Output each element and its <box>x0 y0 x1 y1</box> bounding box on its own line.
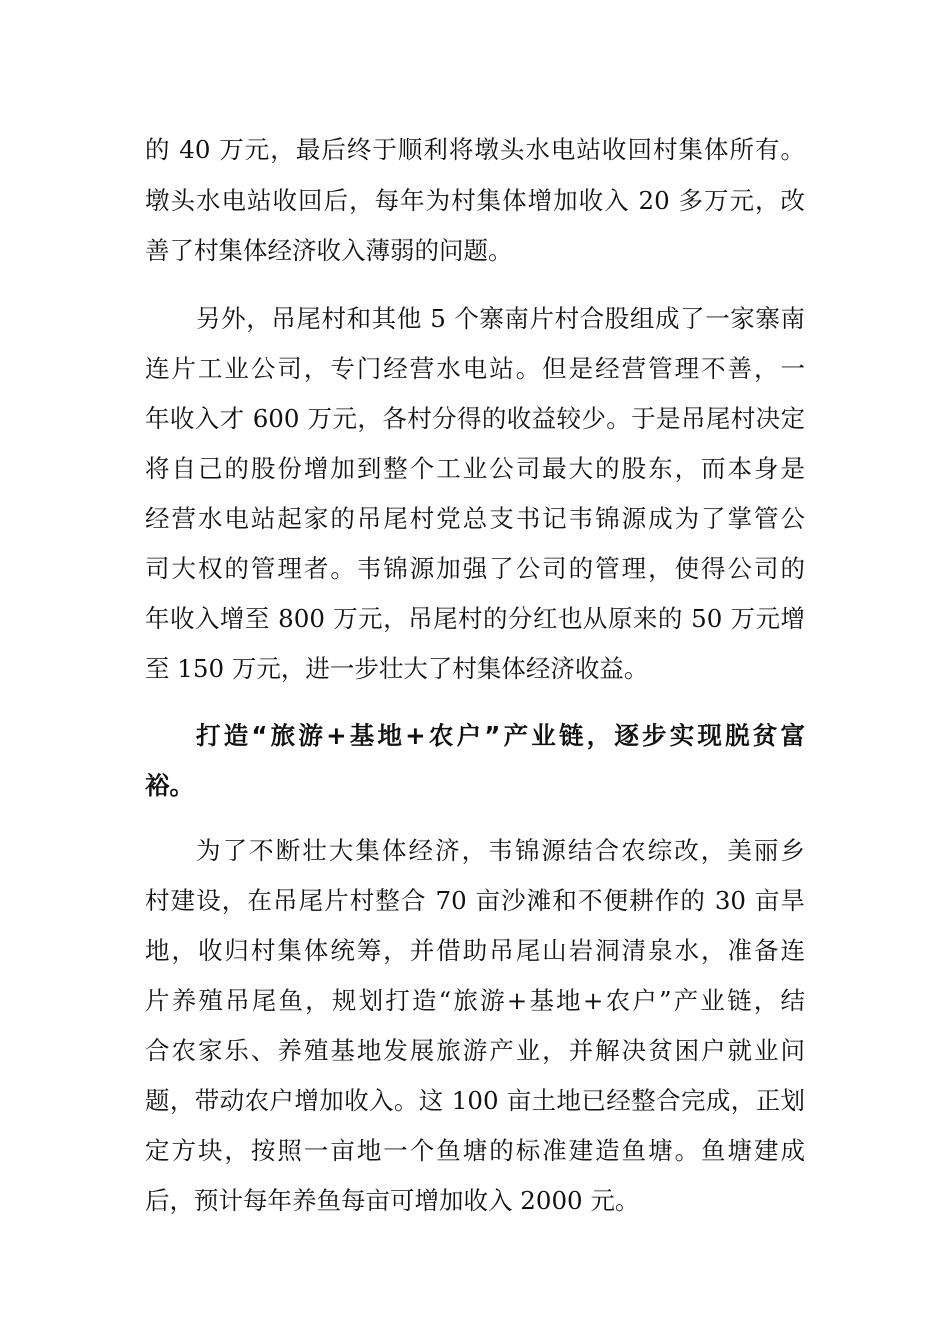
paragraph-3-line-6: 题，带动农户增加收入。这 100 亩土地已经整合完成，正划 <box>145 1086 805 1115</box>
section-heading-line-2: 裕。 <box>145 771 194 800</box>
paragraph-3-line-4: 片养殖吊尾鱼，规划打造“旅游+基地+农户”产业链，结 <box>145 986 805 1015</box>
paragraph-2-line-7: 年收入增至 800 万元，吊尾村的分红也从原来的 50 万元增 <box>145 604 805 633</box>
paragraph-1-line-2: 墩头水电站收回后，每年为村集体增加收入 20 多万元，改 <box>145 186 805 215</box>
paragraph-2-line-2: 连片工业公司，专门经营水电站。但是经营管理不善，一 <box>145 354 805 383</box>
paragraph-3-line-3: 地，收归村集体统筹，并借助吊尾山岩洞清泉水，准备连 <box>145 936 805 965</box>
paragraph-2-line-4: 将自己的股份增加到整个工业公司最大的股东，而本身是 <box>145 454 805 483</box>
paragraph-2-line-3: 年收入才 600 万元，各村分得的收益较少。于是吊尾村决定 <box>145 404 805 433</box>
paragraph-2-line-1: 另外，吊尾村和其他 5 个寨南片村合股组成了一家寨南 <box>196 304 805 333</box>
paragraph-3-line-7: 定方块，按照一亩地一个鱼塘的标准建造鱼塘。鱼塘建成 <box>145 1136 805 1165</box>
paragraph-2-line-5: 经营水电站起家的吊尾村党总支书记韦锦源成为了掌管公 <box>145 504 805 533</box>
section-heading-line-1: 打造“旅游+基地+农户”产业链，逐步实现脱贫富 <box>196 721 805 750</box>
paragraph-3-line-2: 村建设，在吊尾片村整合 70 亩沙滩和不便耕作的 30 亩旱 <box>145 886 805 915</box>
paragraph-3-line-8: 后，预计每年养鱼每亩可增加收入 2000 元。 <box>145 1186 640 1215</box>
paragraph-1-line-3: 善了村集体经济收入薄弱的问题。 <box>145 236 513 265</box>
paragraph-3-line-1: 为了不断壮大集体经济，韦锦源结合农综改，美丽乡 <box>196 836 805 865</box>
paragraph-3-line-5: 合农家乐、养殖基地发展旅游产业，并解决贫困户就业问 <box>145 1036 805 1065</box>
paragraph-2-line-6: 司大权的管理者。韦锦源加强了公司的管理，使得公司的 <box>145 554 805 583</box>
paragraph-1-line-1: 的 40 万元，最后终于顺利将墩头水电站收回村集体所有。 <box>145 135 805 164</box>
paragraph-2-line-8: 至 150 万元，进一步壮大了村集体经济收益。 <box>145 654 649 683</box>
